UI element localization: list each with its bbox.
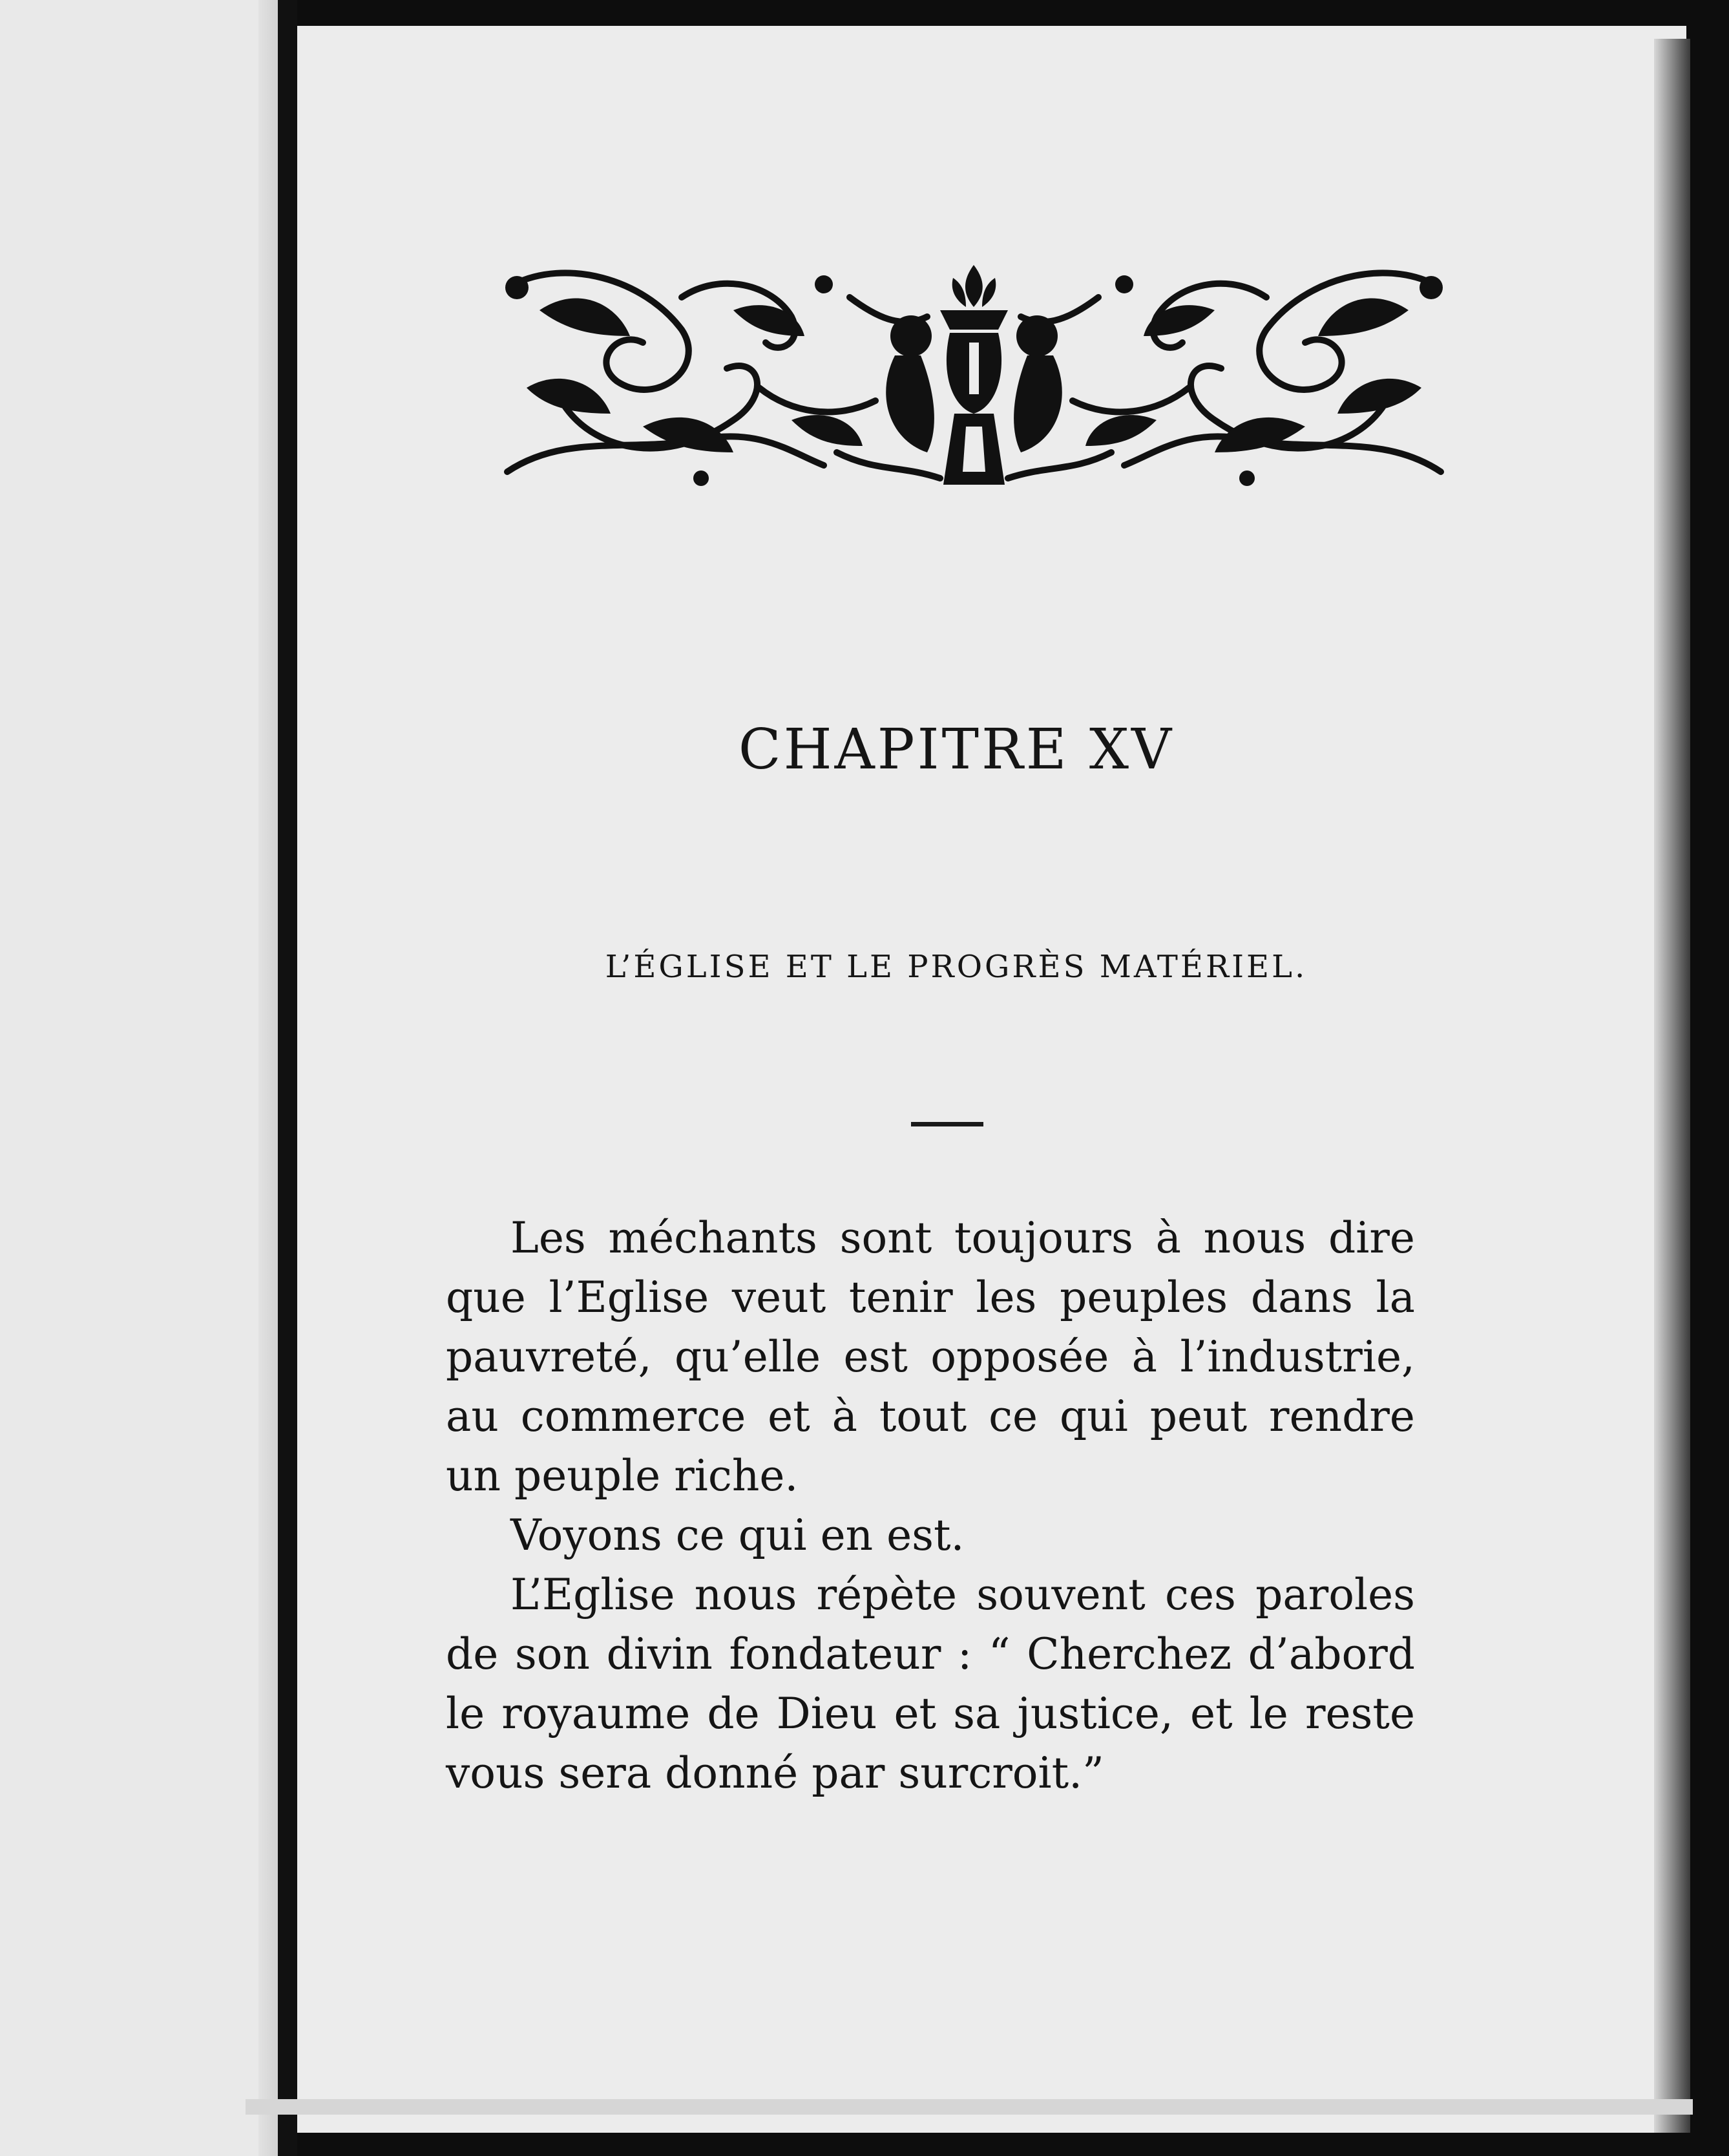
chapter-subtitle: L’ÉGLISE ET LE PROGRÈS MATÉRIEL. (605, 949, 1308, 985)
body-text (446, 1209, 1415, 1803)
floral-headpiece-icon (488, 259, 1460, 504)
chapter-title: CHAPITRE XV (738, 717, 1175, 782)
paragraph: Les méchants sont toujours à nous dire que l’Eglise veut tenir les peuples dans la pauvreté, qu’elle est opposée à l’industrie, au commerce et à tout ce qui peut rendre un peuple riche. (446, 1213, 1415, 1501)
book-gutter (278, 0, 297, 2156)
paragraph: L’Eglise nous répète souvent ces paroles de son divin fondateur : “ Cherchez d’abord le royaume de Dieu et sa justice, et le reste vous sera donné par surcroit.” (446, 1570, 1415, 1798)
page-edge-bottom (246, 2099, 1693, 2115)
paragraph: Voyons ce qui en est. (510, 1510, 965, 1560)
section-rule (911, 1122, 983, 1126)
page-edge-right (1654, 39, 1690, 2133)
facing-page (0, 0, 271, 2156)
